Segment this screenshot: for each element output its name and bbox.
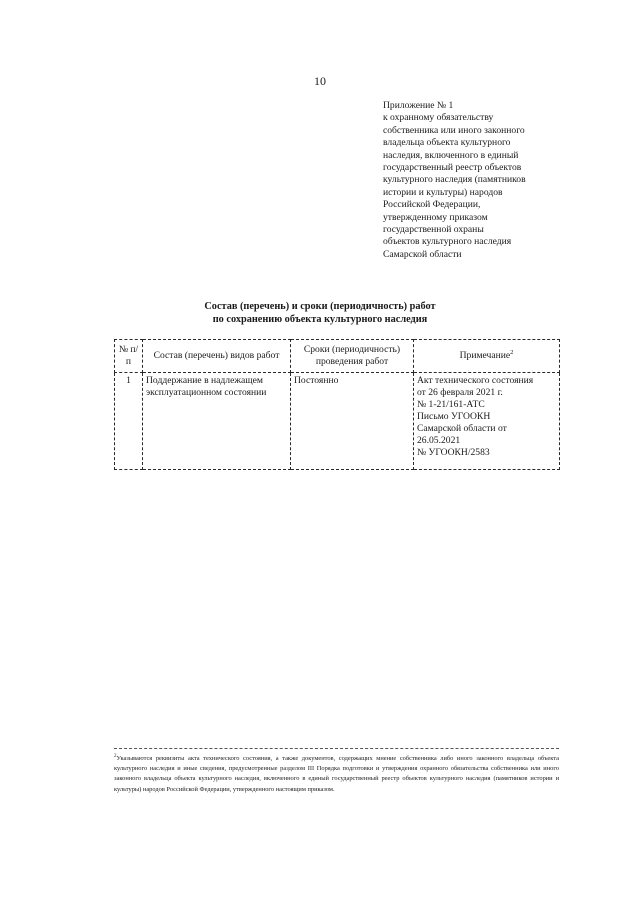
- note-line: 26.05.2021: [417, 435, 461, 446]
- table-row: [115, 373, 560, 470]
- appendix-line: к охранному обязательству: [383, 112, 494, 124]
- appendix-line: владельца объекта культурного: [383, 137, 511, 149]
- table-header-row: [115, 340, 560, 373]
- header-note-footnote-ref: 2: [510, 348, 514, 356]
- cell-terms: Постоянно: [291, 373, 414, 470]
- appendix-block: [383, 100, 573, 261]
- appendix-line: утвержденному приказом: [383, 211, 488, 223]
- footnote-divider: [114, 748, 559, 749]
- note-line: № УГООКН/2583: [417, 447, 490, 458]
- appendix-line: государственной охраны: [383, 224, 484, 236]
- page-number: 10: [314, 74, 326, 88]
- footnote-marker: 2: [114, 753, 117, 759]
- appendix-line: государственный реестр объектов: [383, 162, 522, 174]
- header-num: № п/п: [115, 340, 143, 373]
- note-line: № 1-21/161-АТС: [417, 399, 485, 410]
- cell-works: Поддержание в надлежащем эксплуатационном состоянии: [143, 373, 291, 470]
- appendix-line: Приложение № 1: [383, 100, 454, 111]
- header-note-label: Примечание: [459, 350, 511, 361]
- appendix-line: объектов культурного наследия: [383, 236, 512, 248]
- footnote-text: Указываются реквизиты акта технического состояния, а также документов, содержащих мнение собственника либо иного законного владельца объекта культурного наследия и иные сведения, предусмотренные разделом III Порядка подготовки и утверждения охранного обязательства собственника или иного законного владельца объекта культурного наследия, включенного в единый государственный реестр объектов культурного наследия (памятников истории и культуры) народов Российской Федерации, утвержденного настоящим приказом.: [114, 755, 559, 793]
- title-line-2: по сохранению объекта культурного наследия: [212, 314, 428, 325]
- note-line: Самарской области от: [417, 423, 507, 434]
- appendix-line: наследия, включенного в единый: [383, 149, 519, 161]
- appendix-line: культурного наследия (памятников: [383, 174, 526, 186]
- footnote: [114, 754, 559, 795]
- note-line: Акт технического состояния: [417, 375, 534, 386]
- document-title: [0, 300, 640, 326]
- appendix-line: собственника или иного законного: [383, 124, 525, 136]
- note-line: от 26 февраля 2021 г.: [417, 387, 503, 398]
- works-table: [114, 339, 560, 470]
- appendix-line: Российской Федерации,: [383, 199, 481, 211]
- cell-note: [414, 373, 560, 470]
- appendix-line: Самарской области: [383, 248, 462, 260]
- appendix-line: истории и культуры) народов: [383, 186, 503, 198]
- header-terms: Сроки (периодичность) проведения работ: [291, 340, 414, 373]
- header-works: Состав (перечень) видов работ: [143, 340, 291, 373]
- title-line-1: Состав (перечень) и сроки (периодичность) работ: [204, 301, 436, 312]
- header-note: [414, 340, 560, 373]
- note-line: Письмо УГООКН: [417, 411, 491, 422]
- cell-num: 1: [115, 373, 143, 470]
